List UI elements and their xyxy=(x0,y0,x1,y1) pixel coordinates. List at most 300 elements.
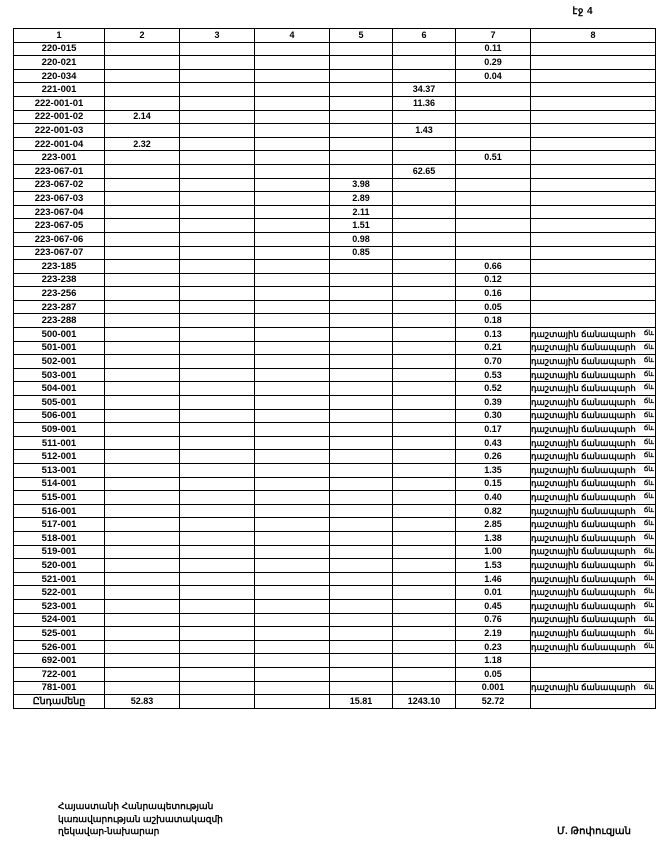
cell-col-5 xyxy=(330,96,393,110)
total-cell-7: 52.72 xyxy=(456,695,531,709)
cell-col-6 xyxy=(393,572,456,586)
note-suffix: ճև xyxy=(643,411,654,419)
cell-col-2 xyxy=(105,96,180,110)
cell-col-6: 34.37 xyxy=(393,83,456,97)
cell-col-6 xyxy=(393,531,456,545)
cell-col-7 xyxy=(456,164,531,178)
cell-col-7: 0.23 xyxy=(456,640,531,654)
cell-col-6 xyxy=(393,477,456,491)
cell-col-1: 223-287 xyxy=(14,300,105,314)
table-row xyxy=(14,572,656,586)
table-row xyxy=(14,151,656,165)
table-row xyxy=(14,328,656,342)
cell-col-7 xyxy=(456,219,531,233)
cell-col-2 xyxy=(105,341,180,355)
cell-col-6 xyxy=(393,599,456,613)
cell-col-3 xyxy=(180,586,255,600)
cell-col-2 xyxy=(105,559,180,573)
cell-col-5 xyxy=(330,518,393,532)
cell-col-3 xyxy=(180,504,255,518)
cell-col-5 xyxy=(330,409,393,423)
cell-col-8 xyxy=(531,355,656,369)
note-suffix: ճև xyxy=(643,398,654,406)
cell-col-7: 0.39 xyxy=(456,396,531,410)
cell-col-7: 0.82 xyxy=(456,504,531,518)
table-row xyxy=(14,491,656,505)
table-row xyxy=(14,545,656,559)
cell-col-3 xyxy=(180,178,255,192)
cell-col-5 xyxy=(330,477,393,491)
cell-col-7: 0.05 xyxy=(456,667,531,681)
column-header-8: 8 xyxy=(531,29,656,43)
table-row xyxy=(14,627,656,641)
cell-col-2 xyxy=(105,436,180,450)
cell-col-7: 0.52 xyxy=(456,382,531,396)
cell-col-4 xyxy=(255,355,330,369)
cell-col-3 xyxy=(180,124,255,138)
cell-col-3 xyxy=(180,382,255,396)
table-row xyxy=(14,613,656,627)
cell-col-3 xyxy=(180,273,255,287)
cell-col-5 xyxy=(330,260,393,274)
cell-col-1: 722-001 xyxy=(14,667,105,681)
cell-col-6 xyxy=(393,205,456,219)
cell-col-2 xyxy=(105,314,180,328)
cell-col-1: 515-001 xyxy=(14,491,105,505)
cell-col-6 xyxy=(393,613,456,627)
cell-col-3 xyxy=(180,328,255,342)
cell-col-8 xyxy=(531,300,656,314)
table-row xyxy=(14,341,656,355)
note-text: դաշտային ճանապարհ xyxy=(531,342,636,353)
cell-col-2 xyxy=(105,287,180,301)
cell-col-5 xyxy=(330,314,393,328)
table-row xyxy=(14,640,656,654)
cell-col-7: 0.26 xyxy=(456,450,531,464)
cell-col-4 xyxy=(255,300,330,314)
cell-col-1: 512-001 xyxy=(14,450,105,464)
note-text: դաշտային ճանապարհ xyxy=(531,505,636,516)
cell-col-4 xyxy=(255,409,330,423)
cell-col-7 xyxy=(456,96,531,110)
cell-col-7 xyxy=(456,110,531,124)
cell-col-4 xyxy=(255,599,330,613)
cell-col-3 xyxy=(180,464,255,478)
cell-col-8 xyxy=(531,667,656,681)
cell-col-3 xyxy=(180,491,255,505)
cell-col-1: 514-001 xyxy=(14,477,105,491)
cell-col-4 xyxy=(255,477,330,491)
cell-col-6 xyxy=(393,423,456,437)
cell-col-8 xyxy=(531,273,656,287)
cell-col-1: 223-001 xyxy=(14,151,105,165)
note-suffix: ճև xyxy=(643,452,654,460)
cell-col-6 xyxy=(393,627,456,641)
table-row xyxy=(14,69,656,83)
cell-col-2 xyxy=(105,246,180,260)
cell-col-3 xyxy=(180,599,255,613)
cell-col-1: 692-001 xyxy=(14,654,105,668)
cell-col-5 xyxy=(330,599,393,613)
cell-col-3 xyxy=(180,151,255,165)
cell-col-8 xyxy=(531,382,656,396)
cell-col-7 xyxy=(456,137,531,151)
cell-col-3 xyxy=(180,368,255,382)
cell-col-3 xyxy=(180,436,255,450)
cell-col-8 xyxy=(531,287,656,301)
note-text: դաշտային ճանապարհ xyxy=(531,519,636,530)
table-row xyxy=(14,504,656,518)
cell-col-7: 0.45 xyxy=(456,599,531,613)
cell-col-8 xyxy=(531,681,656,695)
cell-col-1: 223-067-05 xyxy=(14,219,105,233)
cell-col-4 xyxy=(255,518,330,532)
note-suffix: ճև xyxy=(643,533,654,541)
cell-col-1: 520-001 xyxy=(14,559,105,573)
cell-col-2 xyxy=(105,640,180,654)
cell-col-5 xyxy=(330,287,393,301)
note-suffix: ճև xyxy=(643,615,654,623)
cell-col-2 xyxy=(105,491,180,505)
cell-col-2 xyxy=(105,667,180,681)
cell-col-2 xyxy=(105,599,180,613)
cell-col-4 xyxy=(255,205,330,219)
column-header-7: 7 xyxy=(456,29,531,43)
cell-col-1: 220-015 xyxy=(14,42,105,56)
cell-col-3 xyxy=(180,396,255,410)
note-suffix: ճև xyxy=(643,629,654,637)
table-row xyxy=(14,246,656,260)
table-row xyxy=(14,205,656,219)
cell-col-5 xyxy=(330,42,393,56)
cell-col-3 xyxy=(180,613,255,627)
table-row xyxy=(14,599,656,613)
cell-col-4 xyxy=(255,613,330,627)
cell-col-1: 221-001 xyxy=(14,83,105,97)
cell-col-1: 222-001-04 xyxy=(14,137,105,151)
cell-col-8 xyxy=(531,341,656,355)
cell-col-2 xyxy=(105,477,180,491)
cell-col-7: 0.76 xyxy=(456,613,531,627)
cell-col-7: 0.53 xyxy=(456,368,531,382)
cell-col-8 xyxy=(531,613,656,627)
table-row xyxy=(14,110,656,124)
cell-col-8 xyxy=(531,42,656,56)
cell-col-1: 223-067-07 xyxy=(14,246,105,260)
table-row xyxy=(14,287,656,301)
cell-col-3 xyxy=(180,667,255,681)
cell-col-4 xyxy=(255,246,330,260)
cell-col-3 xyxy=(180,355,255,369)
cell-col-1: 501-001 xyxy=(14,341,105,355)
table-row xyxy=(14,450,656,464)
cell-col-2 xyxy=(105,69,180,83)
column-header-5: 5 xyxy=(330,29,393,43)
cell-col-2 xyxy=(105,355,180,369)
cell-col-4 xyxy=(255,137,330,151)
note-suffix: ճև xyxy=(643,642,654,650)
cell-col-5 xyxy=(330,83,393,97)
cell-col-1: 220-021 xyxy=(14,56,105,70)
table-row xyxy=(14,436,656,450)
cell-col-8 xyxy=(531,110,656,124)
cell-col-1: 502-001 xyxy=(14,355,105,369)
cell-col-5 xyxy=(330,56,393,70)
cell-col-2 xyxy=(105,681,180,695)
cell-col-2: 2.32 xyxy=(105,137,180,151)
table-row xyxy=(14,124,656,138)
cell-col-1: 504-001 xyxy=(14,382,105,396)
cell-col-1: 223-067-06 xyxy=(14,232,105,246)
cell-col-1: 526-001 xyxy=(14,640,105,654)
cell-col-7 xyxy=(456,124,531,138)
cell-col-5 xyxy=(330,464,393,478)
cell-col-2 xyxy=(105,151,180,165)
cell-col-6 xyxy=(393,232,456,246)
cell-col-8 xyxy=(531,409,656,423)
cell-col-6 xyxy=(393,287,456,301)
cell-col-7: 0.13 xyxy=(456,328,531,342)
cell-col-6 xyxy=(393,178,456,192)
cell-col-7: 1.38 xyxy=(456,531,531,545)
cell-col-8 xyxy=(531,124,656,138)
cell-col-4 xyxy=(255,423,330,437)
cell-col-3 xyxy=(180,56,255,70)
cell-col-4 xyxy=(255,124,330,138)
cell-col-3 xyxy=(180,545,255,559)
cell-col-4 xyxy=(255,273,330,287)
cell-col-4 xyxy=(255,382,330,396)
note-text: դաշտային ճանապարհ xyxy=(531,573,636,584)
cell-col-3 xyxy=(180,205,255,219)
table-row xyxy=(14,464,656,478)
cell-col-8 xyxy=(531,219,656,233)
cell-col-4 xyxy=(255,572,330,586)
cell-col-3 xyxy=(180,450,255,464)
cell-col-4 xyxy=(255,654,330,668)
cell-col-7: 0.001 xyxy=(456,681,531,695)
footer-line-3: ղեկավար-նախարար xyxy=(58,826,160,836)
cell-col-7: 0.29 xyxy=(456,56,531,70)
cell-col-6 xyxy=(393,409,456,423)
cell-col-2 xyxy=(105,124,180,138)
cell-col-8 xyxy=(531,56,656,70)
cell-col-5 xyxy=(330,368,393,382)
note-suffix: ճև xyxy=(643,357,654,365)
cell-col-5 xyxy=(330,491,393,505)
cell-col-6 xyxy=(393,504,456,518)
note-text: դաշտային ճանապարհ xyxy=(531,478,636,489)
cell-col-8 xyxy=(531,423,656,437)
cell-col-8 xyxy=(531,436,656,450)
cell-col-1: 513-001 xyxy=(14,464,105,478)
cell-col-4 xyxy=(255,314,330,328)
cell-col-5: 3.98 xyxy=(330,178,393,192)
table-row xyxy=(14,137,656,151)
cell-col-3 xyxy=(180,627,255,641)
cell-col-6 xyxy=(393,545,456,559)
table-row xyxy=(14,96,656,110)
total-cell-4 xyxy=(255,695,330,709)
cell-col-1: 223-288 xyxy=(14,314,105,328)
cell-col-5 xyxy=(330,355,393,369)
cell-col-8 xyxy=(531,627,656,641)
cell-col-3 xyxy=(180,287,255,301)
cell-col-2 xyxy=(105,56,180,70)
cell-col-8 xyxy=(531,232,656,246)
cell-col-8 xyxy=(531,69,656,83)
table-row xyxy=(14,273,656,287)
cell-col-8 xyxy=(531,83,656,97)
total-cell-8 xyxy=(531,695,656,709)
cell-col-3 xyxy=(180,572,255,586)
table-row xyxy=(14,559,656,573)
cell-col-6 xyxy=(393,300,456,314)
table-row xyxy=(14,477,656,491)
cell-col-7: 1.00 xyxy=(456,545,531,559)
cell-col-2 xyxy=(105,545,180,559)
cell-col-3 xyxy=(180,654,255,668)
cell-col-7 xyxy=(456,246,531,260)
cell-col-7: 0.04 xyxy=(456,69,531,83)
note-text: դաշտային ճանապարհ xyxy=(531,464,636,475)
table-row xyxy=(14,654,656,668)
cell-col-1: 521-001 xyxy=(14,572,105,586)
cell-col-3 xyxy=(180,219,255,233)
note-suffix: ճև xyxy=(643,425,654,433)
cell-col-1: 503-001 xyxy=(14,368,105,382)
cell-col-3 xyxy=(180,409,255,423)
cell-col-5 xyxy=(330,341,393,355)
cell-col-6 xyxy=(393,355,456,369)
cell-col-3 xyxy=(180,42,255,56)
cell-col-6 xyxy=(393,137,456,151)
cell-col-8 xyxy=(531,260,656,274)
column-header-4: 4 xyxy=(255,29,330,43)
cell-col-6 xyxy=(393,219,456,233)
cell-col-1: 220-034 xyxy=(14,69,105,83)
table-row xyxy=(14,667,656,681)
table-row xyxy=(14,531,656,545)
cell-col-7 xyxy=(456,205,531,219)
note-text: դաշտային ճանապարհ xyxy=(531,587,636,598)
table-row xyxy=(14,314,656,328)
cell-col-2 xyxy=(105,518,180,532)
cell-col-3 xyxy=(180,559,255,573)
cell-col-5 xyxy=(330,681,393,695)
cell-col-3 xyxy=(180,531,255,545)
note-suffix: ճև xyxy=(643,601,654,609)
cell-col-6 xyxy=(393,464,456,478)
total-cell-5: 15.81 xyxy=(330,695,393,709)
page-number: էջ 4 xyxy=(572,6,593,17)
cell-col-3 xyxy=(180,110,255,124)
cell-col-6 xyxy=(393,246,456,260)
note-text: դաշտային ճանապարհ xyxy=(531,491,636,502)
cell-col-6: 1.43 xyxy=(393,124,456,138)
cell-col-4 xyxy=(255,368,330,382)
table-row xyxy=(14,518,656,532)
cell-col-5 xyxy=(330,137,393,151)
note-text: դաշտային ճանապարհ xyxy=(531,546,636,557)
cell-col-5 xyxy=(330,110,393,124)
table-total-row xyxy=(14,695,656,709)
cell-col-4 xyxy=(255,56,330,70)
table-row xyxy=(14,219,656,233)
cell-col-3 xyxy=(180,137,255,151)
table-row xyxy=(14,681,656,695)
footer-block xyxy=(58,800,223,838)
table-row xyxy=(14,423,656,437)
cell-col-6 xyxy=(393,110,456,124)
cell-col-7: 1.53 xyxy=(456,559,531,573)
table-row xyxy=(14,42,656,56)
cell-col-2 xyxy=(105,586,180,600)
cell-col-3 xyxy=(180,246,255,260)
note-suffix: ճև xyxy=(643,466,654,473)
cell-col-1: 223-185 xyxy=(14,260,105,274)
cell-col-6 xyxy=(393,314,456,328)
cell-col-8 xyxy=(531,545,656,559)
cell-col-6 xyxy=(393,396,456,410)
table-row xyxy=(14,83,656,97)
note-suffix: ճև xyxy=(643,370,654,378)
cell-col-7: 0.43 xyxy=(456,436,531,450)
cell-col-6 xyxy=(393,491,456,505)
cell-col-3 xyxy=(180,477,255,491)
cell-col-1: 223-067-04 xyxy=(14,205,105,219)
note-text: դաշտային ճանապարհ xyxy=(531,356,636,367)
cell-col-3 xyxy=(180,96,255,110)
note-suffix: ճև xyxy=(643,438,654,446)
column-header-3: 3 xyxy=(180,29,255,43)
signature-name: Մ. Թոփուզյան xyxy=(557,826,631,837)
cell-col-3 xyxy=(180,518,255,532)
cell-col-8 xyxy=(531,96,656,110)
cell-col-8 xyxy=(531,178,656,192)
cell-col-2 xyxy=(105,382,180,396)
cell-col-2 xyxy=(105,83,180,97)
cell-col-2 xyxy=(105,531,180,545)
cell-col-5 xyxy=(330,613,393,627)
note-suffix: ճև xyxy=(643,547,654,555)
cell-col-4 xyxy=(255,667,330,681)
table-row xyxy=(14,586,656,600)
cell-col-3 xyxy=(180,341,255,355)
cell-col-4 xyxy=(255,586,330,600)
cell-col-5 xyxy=(330,545,393,559)
cell-col-7: 0.05 xyxy=(456,300,531,314)
note-text: դաշտային ճանապարհ xyxy=(531,328,636,339)
cell-col-1: 223-067-02 xyxy=(14,178,105,192)
table-row xyxy=(14,409,656,423)
cell-col-2 xyxy=(105,450,180,464)
cell-col-1: 500-001 xyxy=(14,328,105,342)
cell-col-1: 505-001 xyxy=(14,396,105,410)
cell-col-7: 0.12 xyxy=(456,273,531,287)
cell-col-2 xyxy=(105,613,180,627)
cell-col-2 xyxy=(105,396,180,410)
cell-col-8 xyxy=(531,151,656,165)
cell-col-7: 0.11 xyxy=(456,42,531,56)
cell-col-8 xyxy=(531,518,656,532)
cell-col-8 xyxy=(531,599,656,613)
cell-col-7: 1.18 xyxy=(456,654,531,668)
cell-col-4 xyxy=(255,69,330,83)
cell-col-1: 223-067-01 xyxy=(14,164,105,178)
cell-col-5 xyxy=(330,627,393,641)
cell-col-6 xyxy=(393,260,456,274)
